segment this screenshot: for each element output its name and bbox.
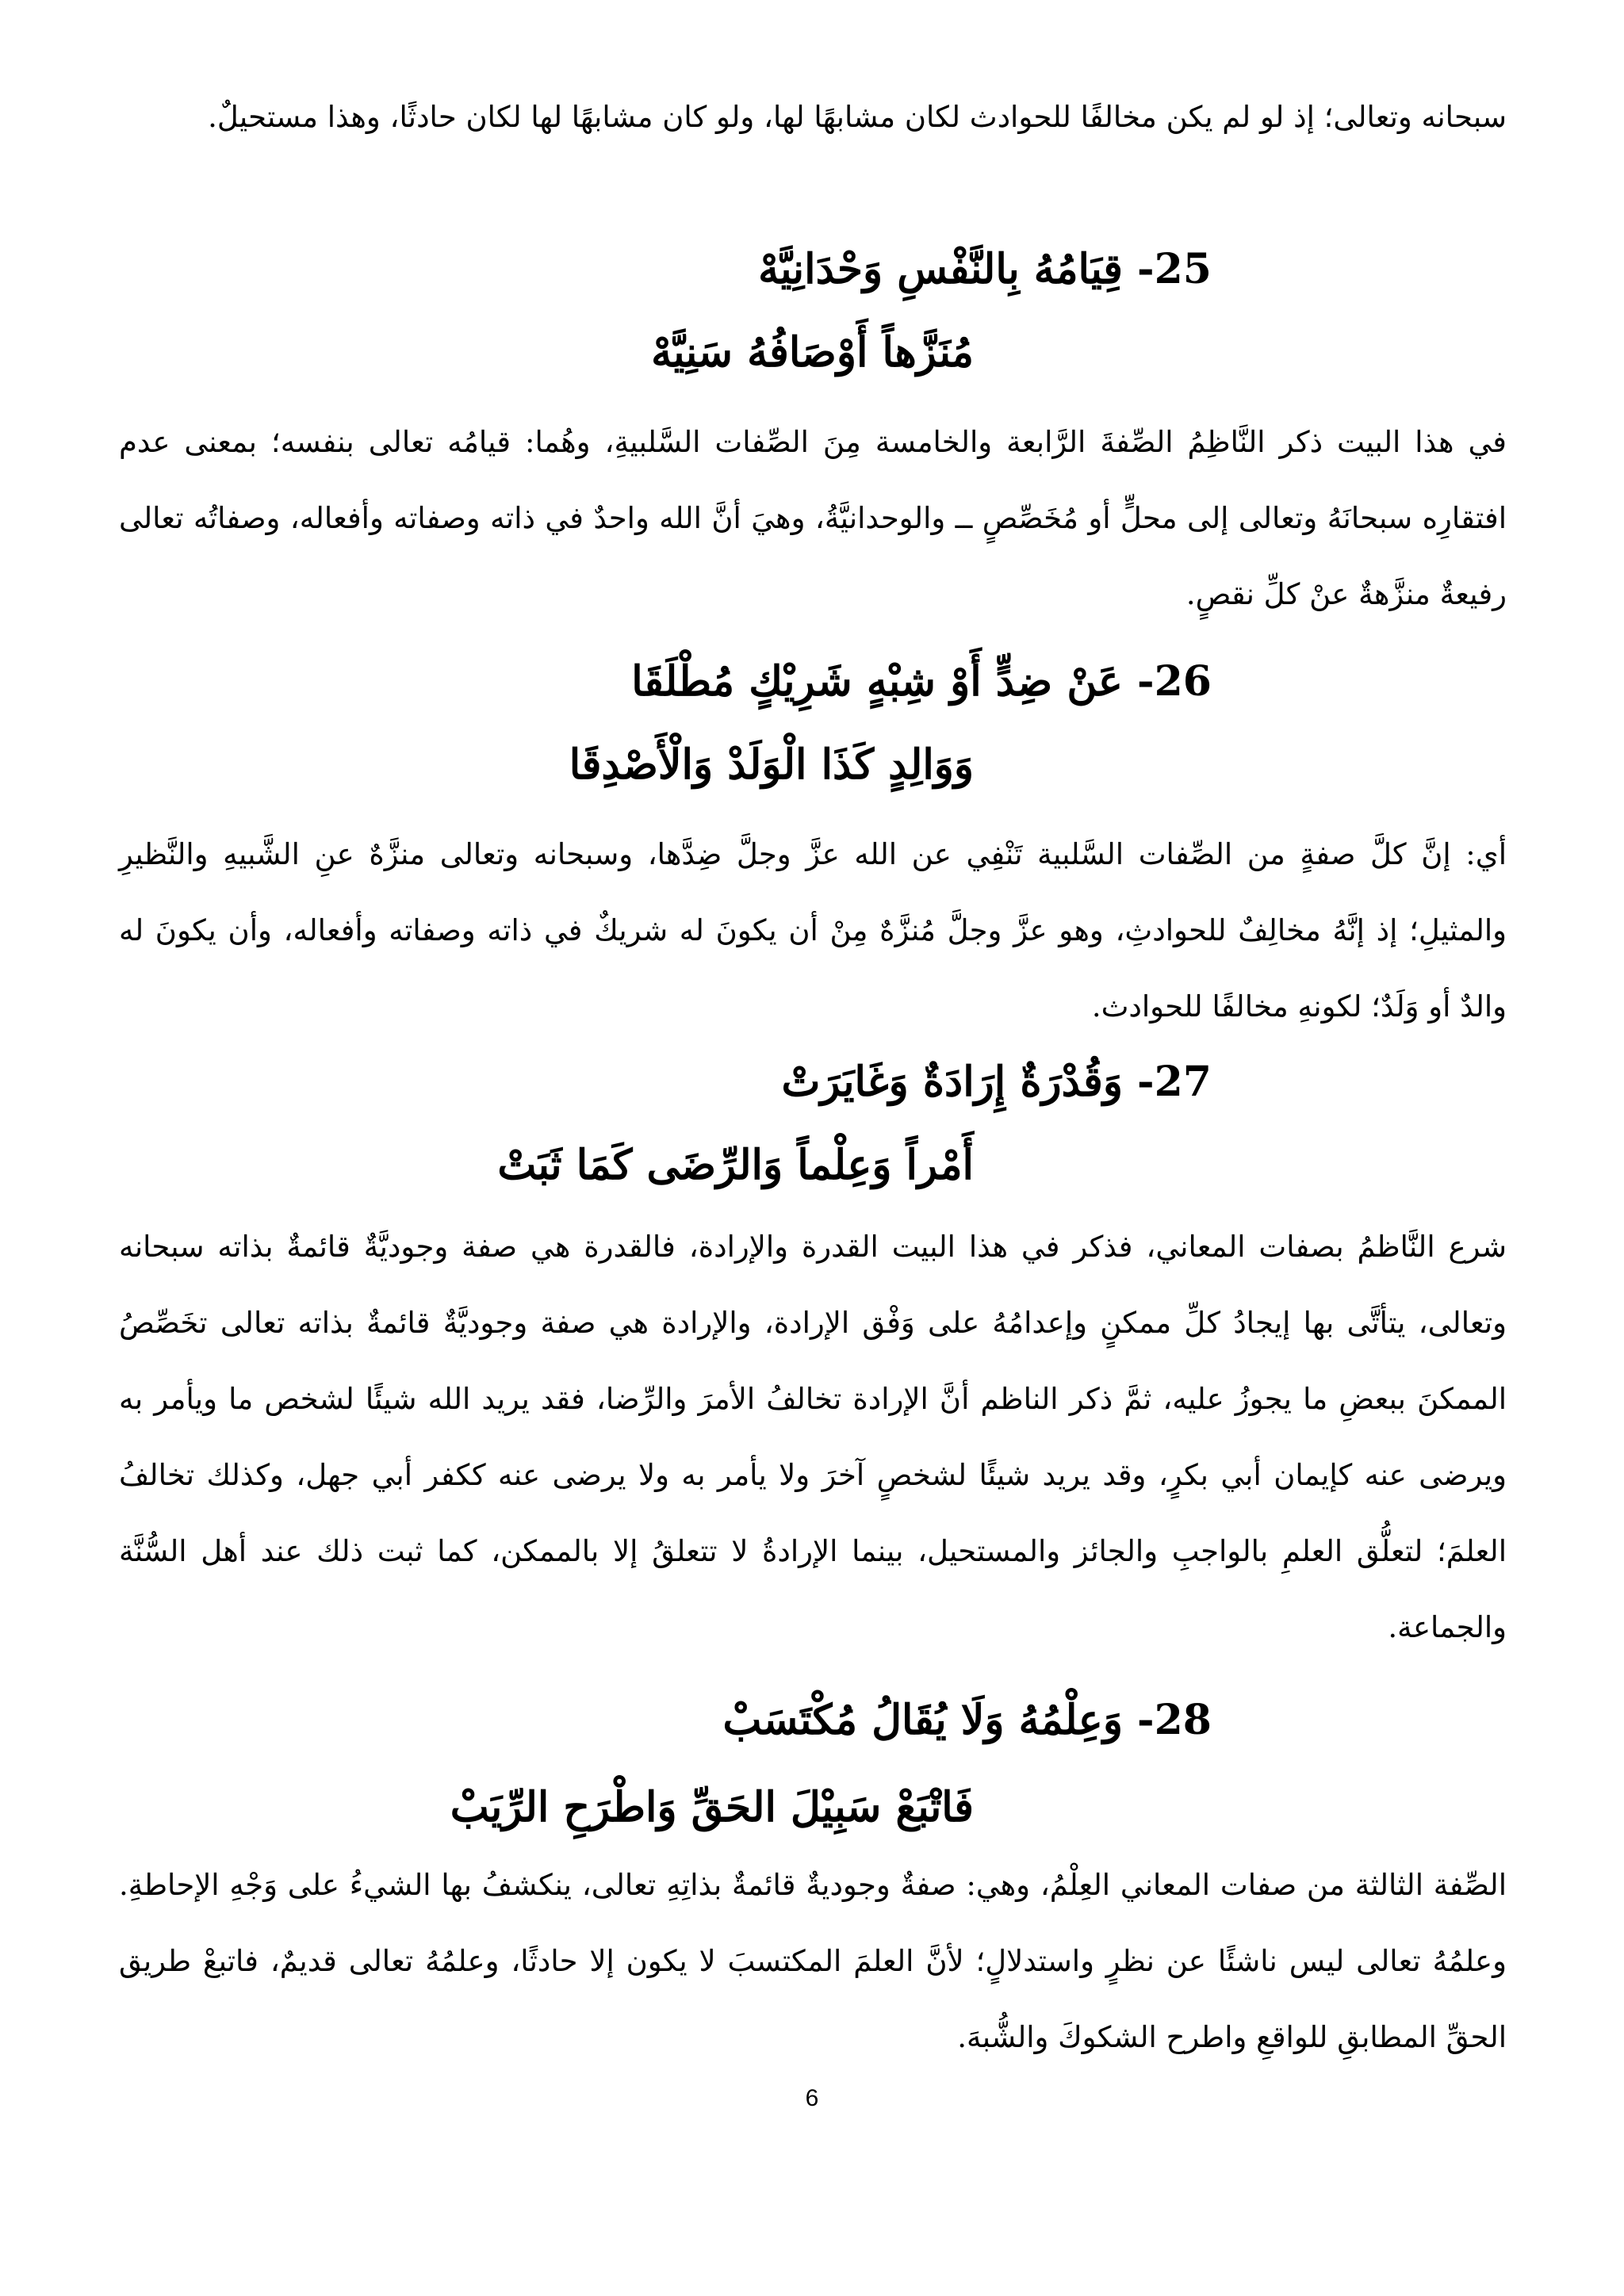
verse-26-first-hemistich: 26- عَنْ ضِدٍّ أَوْ شِبْهٍ شَرِيْكٍ مُطْلَقَا (631, 657, 1212, 706)
verse-25-first-hemistich: 25- قِيَامُهُ بِالنَّفْسِ وَحْدَانِيَّهْ (758, 245, 1212, 293)
verse-26-second-hemistich: وَوَالِدٍ كَذَا الْوَلَدْ وَالْأَصْدِقَا (569, 740, 974, 789)
paragraph-verse-26-commentary: أي: إنَّ كلَّ صفةٍ من الصِّفات السَّلبية تَنْفِي عن الله عزَّ وجلَّ ضِدَّها، وسبحانه وتعالى منزَّهٌ عنِ الشَّبيهِ والنَّظيرِ والمثيلِ؛ إذ إنَّهُ مخالِفٌ للحوادثِ، وهو عزَّ وجلَّ مُنزَّهٌ مِنْ أن يكونَ له شريكٌ في ذاته وصفاته وأفعاله، وأن يكونَ له والدٌ أو وَلَدٌ؛ لكونهِ مخالفًا للحوادث. (119, 837, 1507, 1024)
verse-28-first-hemistich: 28- وَعِلْمُهُ وَلَا يُقَالُ مُكْتَسَبْ (722, 1696, 1212, 1744)
verse-25-second-hemistich: مُنَزَّهاً أَوْصَافُهُ سَنِيَّهْ (651, 328, 974, 377)
paragraph-verse-28-commentary: الصِّفة الثالثة من صفات المعاني العِلْمُ، وهي: صفةٌ وجوديةٌ قائمةٌ بذاتِهِ تعالى، ينكشفُ بها الشيءُ على وَجْهِ الإحاطةِ. وعلمُهُ تعالى ليس ناشئًا عن نظرٍ واستدلالٍ؛ لأنَّ العلمَ المكتسبَ لا يكون إلا حادثًا، وعلمُهُ تعالى قديمٌ، فاتبعْ طريق الحقِّ المطابقِ للواقعِ واطرح الشكوكَ والشُّبهَ. (119, 1868, 1507, 2054)
page-number: 6 (805, 2085, 819, 2111)
paragraph-intro: سبحانه وتعالى؛ إذ لو لم يكن مخالفًا للحوادث لكان مشابهًا لها، ولو كان مشابهًا لها لكان حادثًا، وهذا مستحيلٌ. (208, 100, 1507, 134)
paragraph-verse-25-commentary: في هذا البيت ذكر النَّاظِمُ الصِّفةَ الرَّابعة والخامسة مِنَ الصِّفات السَّلبيةِ، وهُما: قيامُه تعالى بنفسه؛ بمعنى عدم افتقارِه سبحانَهُ وتعالى إلى محلٍّ أو مُخَصِّصٍ ــ والوحدانيَّةُ، وهيَ أنَّ الله واحدٌ في ذاته وصفاته وأفعاله، وصفاتُه تعالى رفيعةٌ منزَّهةٌ عنْ كلِّ نقصٍ. (119, 425, 1507, 611)
paragraph-verse-27-commentary: شرع النَّاظمُ بصفات المعاني، فذكر في هذا البيت القدرة والإرادة، فالقدرة هي صفة وجوديَّةٌ قائمةٌ بذاته سبحانه وتعالى، يتأتَّى بها إيجادُ كلِّ ممكنٍ وإعدامُهُ على وَفْق الإرادة، والإرادة هي صفة وجوديَّةٌ قائمةٌ بذاته تعالى تخَصِّصُ الممكنَ ببعضِ ما يجوزُ عليه، ثمَّ ذكر الناظم أنَّ الإرادة تخالفُ الأمرَ والرِّضا، فقد يريد الله شيئًا لشخص ما ويأمر به ويرضى عنه كإيمان أبي بكرٍ، وقد يريد شيئًا لشخصٍ آخرَ ولا يأمر به ولا يرضى عنه ككفر أبي جهل، وكذلك تخالفُ العلمَ؛ لتعلُّق العلمِ بالواجبِ والجائز والمستحيل، بينما الإرادةُ لا تتعلقُ إلا بالممكن، كما ثبت ذلك عند أهل السُّنَّة والجماعة. (119, 1230, 1507, 1644)
verse-27-second-hemistich: أَمْراً وَعِلْماً وَالرِّضَى كَمَا ثَبَتْ (497, 1141, 974, 1189)
verse-28-second-hemistich: فَاتْبَعْ سَبِيْلَ الحَقِّ وَاطْرَحِ الرِّيَبْ (450, 1783, 974, 1831)
verse-27-first-hemistich: 27- وَقُدْرَةٌ إِرَادَةٌ وَغَايَرَتْ (781, 1058, 1212, 1106)
